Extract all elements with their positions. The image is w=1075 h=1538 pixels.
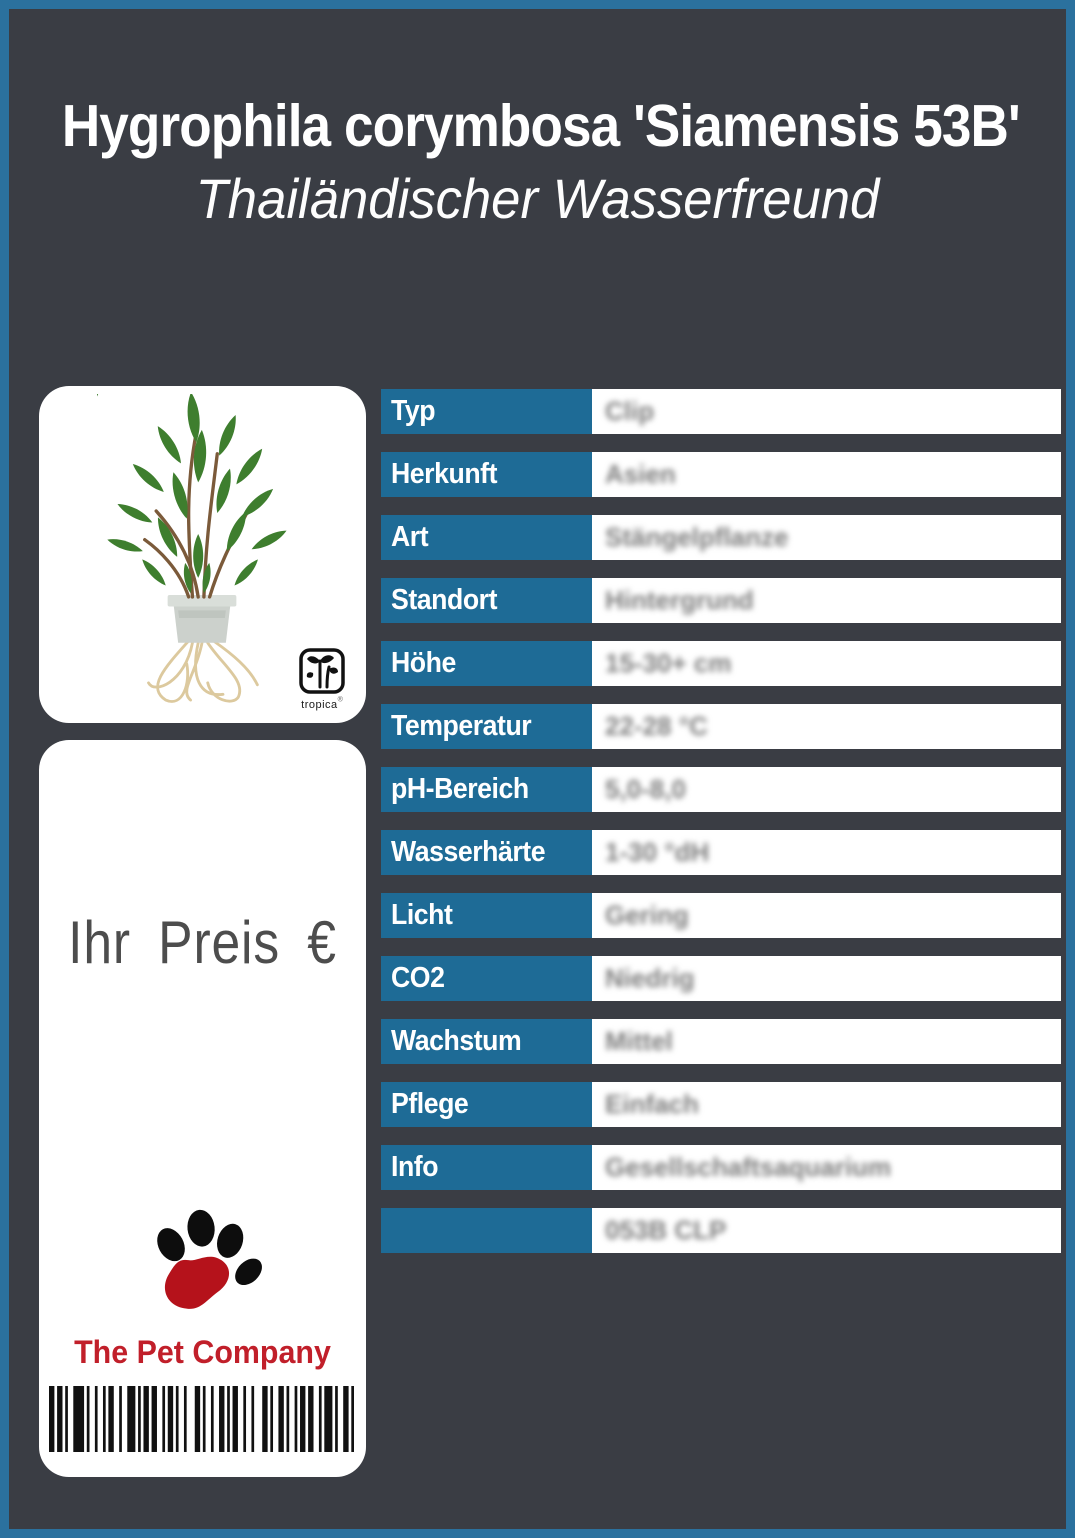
plant-photo-card (39, 386, 366, 723)
table-row (381, 893, 1061, 938)
table-row (381, 1082, 1061, 1127)
barcode (49, 1386, 354, 1452)
row-label: pH-Bereich (381, 767, 592, 812)
row-label: Höhe (381, 641, 592, 686)
row-label: Wasserhärte (381, 830, 592, 875)
table-row (381, 1145, 1061, 1190)
row-value: Gesellschaftsaquarium (592, 1145, 1061, 1190)
row-value: Mittel (592, 1019, 1061, 1064)
info-table (381, 389, 1061, 1253)
tropica-logo-text: tropica (301, 699, 338, 711)
plant-image (97, 394, 307, 714)
row-label: Wachstum (381, 1019, 592, 1064)
row-value: Hintergrund (592, 578, 1061, 623)
row-value: Niedrig (592, 956, 1061, 1001)
table-row (381, 704, 1061, 749)
row-label: Herkunft (381, 452, 592, 497)
table-row (381, 1208, 1061, 1253)
row-label: Info (381, 1145, 592, 1190)
row-label: Temperatur (381, 704, 592, 749)
header (9, 93, 1066, 231)
row-value: Gering (592, 893, 1061, 938)
row-value: 5,0-8,0 (592, 767, 1061, 812)
table-row (381, 767, 1061, 812)
row-label: CO2 (381, 956, 592, 1001)
tropica-logo-icon (298, 647, 346, 695)
table-row (381, 452, 1061, 497)
price-card (39, 740, 366, 1477)
row-label: Licht (381, 893, 592, 938)
table-row (381, 830, 1061, 875)
table-row (381, 1019, 1061, 1064)
row-value: 15-30+ cm (592, 641, 1061, 686)
tropica-logo (292, 647, 352, 713)
pet-company-logo (39, 1202, 366, 1371)
row-value: Asien (592, 452, 1061, 497)
page-title: Hygrophila corymbosa 'Siamensis 53B' (61, 93, 1020, 159)
pet-company-name: The Pet Company (74, 1334, 331, 1370)
row-value: Clip (592, 389, 1061, 434)
price-label: Ihr Preis € (68, 909, 337, 976)
table-row (381, 956, 1061, 1001)
row-value: 22-28 °C (592, 704, 1061, 749)
row-label (381, 1208, 592, 1253)
row-value: Einfach (592, 1082, 1061, 1127)
row-label: Art (381, 515, 592, 560)
page-subtitle: Thailändischer Wasserfreund (195, 166, 880, 230)
row-value: 053B CLP (592, 1208, 1061, 1253)
row-value: Stängelpflanze (592, 515, 1061, 560)
row-label: Standort (381, 578, 592, 623)
table-row (381, 389, 1061, 434)
registered-mark: ® (337, 696, 343, 704)
row-label: Pflege (381, 1082, 592, 1127)
table-row (381, 515, 1061, 560)
paw-icon (140, 1202, 266, 1330)
table-row (381, 641, 1061, 686)
row-label: Typ (381, 389, 592, 434)
table-row (381, 578, 1061, 623)
row-value: 1-30 °dH (592, 830, 1061, 875)
